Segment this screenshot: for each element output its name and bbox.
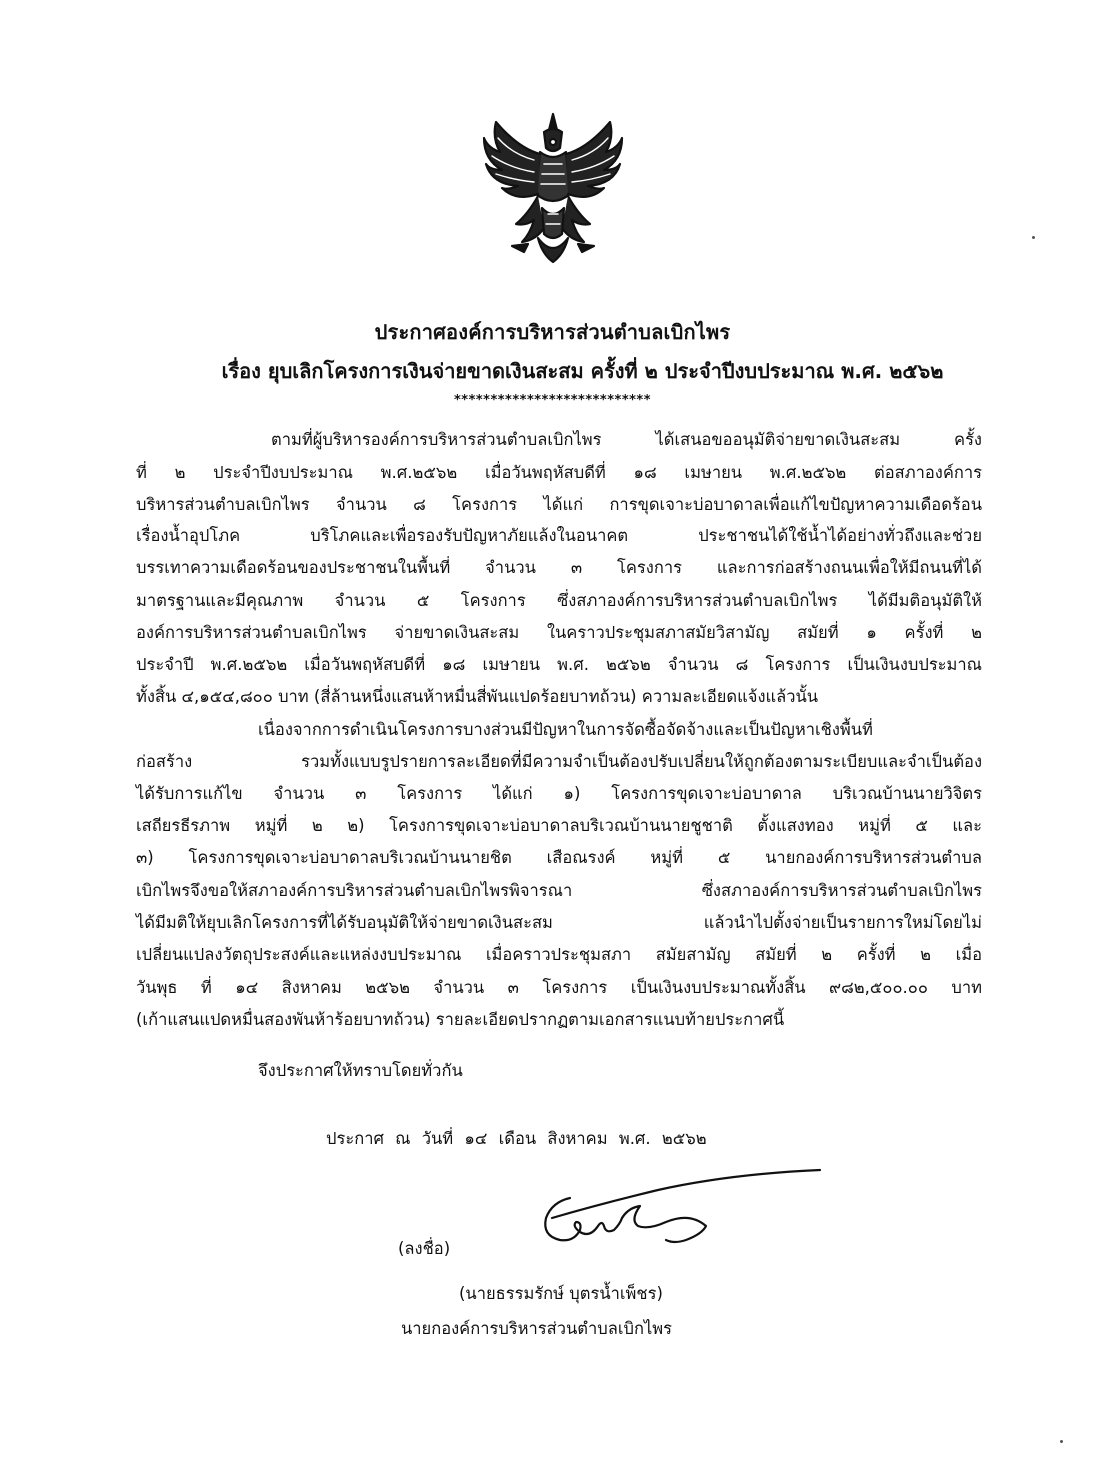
separator: *************************** [453, 393, 652, 408]
body-line: เรื่องน้ำอุปโภค บริโภคและเพื่อรองรับปัญหาภัยแล้งในอนาคต ประชาชนได้ใช้น้ำได้อย่างทั่วถึงและช่วย [136, 526, 982, 545]
body-line: ได้มีมติให้ยุบเลิกโครงการที่ได้รับอนุมัติให้จ่ายขาดเงินสะสม แล้วนำไปตั้งจ่ายเป็นรายการใหม่โดยไม่ [136, 913, 982, 932]
garuda-emblem-icon [478, 108, 628, 266]
announcement-title: ประกาศองค์การบริหารส่วนตำบลเบิกไพร [374, 320, 731, 344]
announcement-subject: เรื่อง ยุบเลิกโครงการเงินจ่ายขาดเงินสะสม ครั้งที่ ๒ ประจำปีงบประมาณ พ.ศ. ๒๕๖๒ [221, 359, 944, 383]
announcement-date: ประกาศ ณ วันที่ ๑๔ เดือน สิงหาคม พ.ศ. ๒๕๖๒ [326, 1129, 707, 1148]
signature-label: (ลงชื่อ) [398, 1239, 451, 1258]
body-line: วันพุธ ที่ ๑๔ สิงหาคม ๒๕๖๒ จำนวน ๓ โครงการ เป็นเงินงบประมาณทั้งสิ้น ๙๘๒,๕๐๐.๐๐ บาท [136, 978, 982, 997]
body-line: บริหารส่วนตำบลเบิกไพร จำนวน ๘ โครงการ ได้แก่ การขุดเจาะบ่อบาดาลเพื่อแก้ไขปัญหาความเดือดร้อน [136, 495, 982, 514]
body-line: บรรเทาความเดือดร้อนของประชาชนในพื้นที่ จำนวน ๓ โครงการ และการก่อสร้างถนนเพื่อให้มีถนนที่ได้ [136, 558, 982, 577]
body-line: ประจำปี พ.ศ.๒๕๖๒ เมื่อวันพฤหัสบดีที่ ๑๘ เมษายน พ.ศ. ๒๕๖๒ จำนวน ๘ โครงการ เป็นเงินงบประมาณ [136, 655, 982, 674]
body-line: ก่อสร้าง รวมทั้งแบบรูปรายการละเอียดที่มีความจำเป็นต้องปรับเปลี่ยนให้ถูกต้องตามระเบียบและจำเป็นต้อง [136, 752, 982, 771]
body-line: องค์การบริหารส่วนตำบลเบิกไพร จ่ายขาดเงินสะสม ในคราวประชุมสภาสมัยวิสามัญ สมัยที่ ๑ ครั้งที่ ๒ [136, 623, 982, 642]
body-line: (เก้าแสนแปดหมื่นสองพันห้าร้อยบาทถ้วน) รายละเอียดปรากฏตามเอกสารแนบท้ายประกาศนี้ [136, 1010, 785, 1029]
signer-name: (นายธรรมรักษ์ บุตรน้ำเพ็ชร) [459, 1284, 663, 1303]
signature [490, 1160, 830, 1270]
body-line: เปลี่ยนแปลงวัตถุประสงค์และแหล่งงบประมาณ เมื่อคราวประชุมสภา สมัยสามัญ สมัยที่ ๒ ครั้งที่ ๒ เมื่อ [136, 945, 982, 964]
body-line: เบิกไพรจึงขอให้สภาองค์การบริหารส่วนตำบลเบิกไพรพิจารณา ซึ่งสภาองค์การบริหารส่วนตำบลเบิกไพร [136, 881, 982, 900]
body-line: ทั้งสิ้น ๔,๑๕๔,๘๐๐ บาท (สี่ล้านหนึ่งแสนห้าหมื่นสี่พันแปดร้อยบาทถ้วน) ความละเอียดแจ้งแล้วนั้น [136, 687, 819, 706]
body-line: มาตรฐานและมีคุณภาพ จำนวน ๕ โครงการ ซึ่งสภาองค์การบริหารส่วนตำบลเบิกไพร ได้มีมติอนุมัติให้ [136, 591, 982, 610]
body-line: ๓) โครงการขุดเจาะบ่อบาดาลบริเวณบ้านนายชิต เสือณรงค์ หมู่ที่ ๕ นายกองค์การบริหารส่วนตำบล [136, 848, 982, 867]
body-line: เสถียรธีรภาพ หมู่ที่ ๒ ๒) โครงการขุดเจาะบ่อบาดาลบริเวณบ้านนายชูชาติ ตั้งแสงทอง หมู่ที่ ๕ และ [136, 816, 982, 835]
signer-title: นายกองค์การบริหารส่วนตำบลเบิกไพร [401, 1319, 672, 1338]
body-line: เนื่องจากการดำเนินโครงการบางส่วนมีปัญหาในการจัดซื้อจัดจ้างและเป็นปัญหาเชิงพื้นที่ [258, 720, 873, 739]
body-line: ตามที่ผู้บริหารองค์การบริหารส่วนตำบลเบิกไพร ได้เสนอขออนุมัติจ่ายขาดเงินสะสม ครั้ง [271, 430, 982, 449]
body-line: ที่ ๒ ประจำปีงบประมาณ พ.ศ.๒๕๖๒ เมื่อวันพฤหัสบดีที่ ๑๘ เมษายน พ.ศ.๒๕๖๒ ต่อสภาองค์การ [136, 463, 982, 482]
closing-statement: จึงประกาศให้ทราบโดยทั่วกัน [258, 1061, 463, 1080]
body-line: ได้รับการแก้ไข จำนวน ๓ โครงการ ได้แก่ ๑) โครงการขุดเจาะบ่อบาดาล บริเวณบ้านนายวิจิตร [136, 784, 982, 803]
